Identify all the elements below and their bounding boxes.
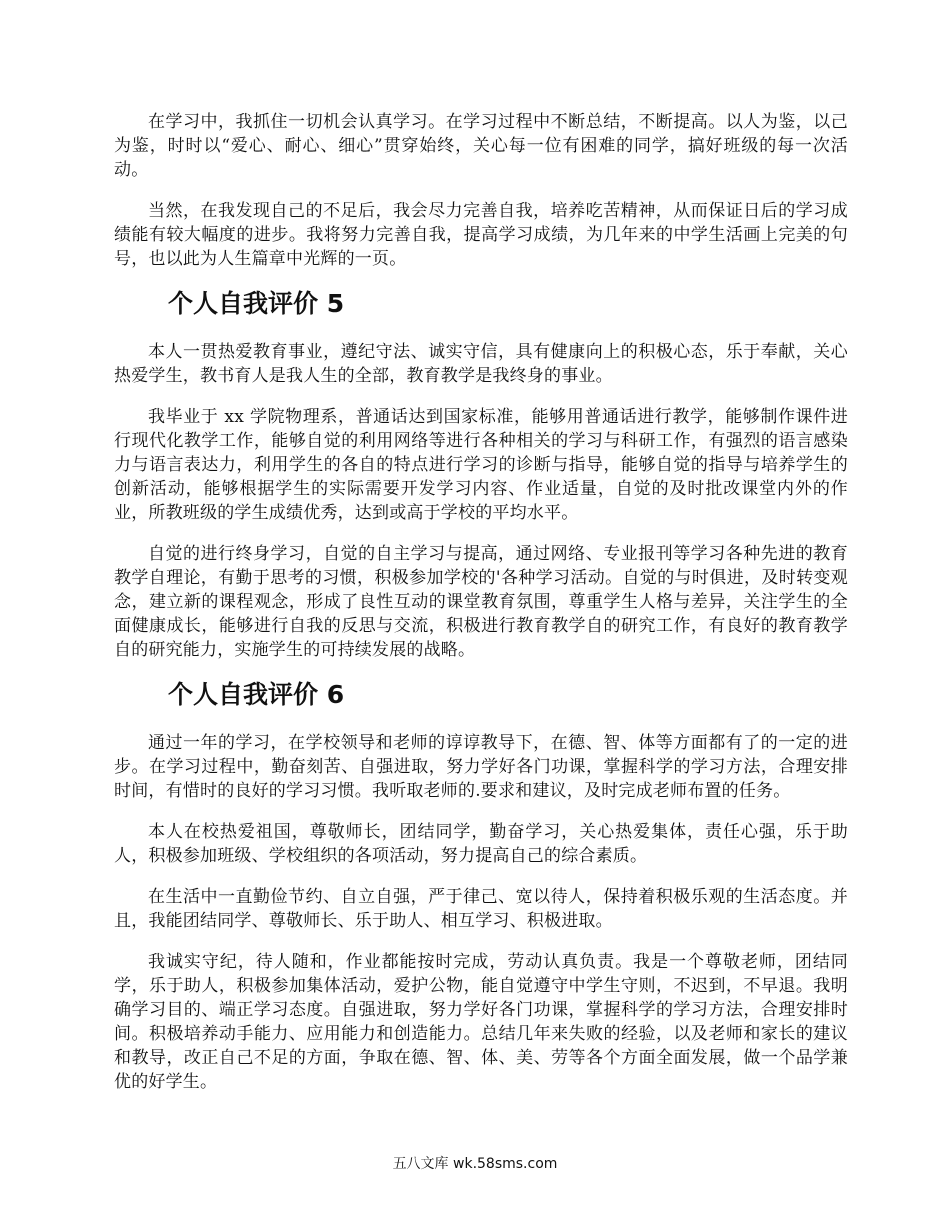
section-5-title: 个人自我评价 5 xyxy=(168,289,345,318)
section-6-paragraph-2: 本人在校热爱祖国，尊敬师长，团结同学，勤奋学习，关心热爱集体，责任心强，乐于助人，积极参加班级、学校组织的各项活动，努力提高自己的综合素质。 xyxy=(114,822,848,866)
section-6-paragraph-1: 通过一年的学习，在学校领导和老师的谆谆教导下，在德、智、体等方面都有了的一定的进步。在学习过程中，勤奋刻苦、自强进取，努力学好各门功课，掌握科学的学习方法，合理安排时间，有惜时的良好的学习习惯。我听取老师的.要求和建议，及时完成老师布置的任务。 xyxy=(114,733,848,801)
section-6-paragraph-4: 我诚实守纪，待人随和，作业都能按时完成，劳动认真负责。我是一个尊敬老师，团结同学，乐于助人，积极参加集体活动，爱护公物，能自觉遵守中学生守则，不迟到，不早退。我明确学习目的、端正学习态度。自强进取，努力学好各门功课，掌握科学的学习方法，合理安排时间。积极培养动手能力、应用能力和创造能力。总结几年来失败的经验，以及老师和家长的建议和教导，改正自己不足的方面，争取在德、智、体、美、劳等各个方面全面发展，做一个品学兼优的好学生。 xyxy=(114,952,848,1092)
page-footer: 五八文库 wk.58sms.com xyxy=(392,1156,558,1172)
section-6-title: 个人自我评价 6 xyxy=(168,680,345,709)
document-page xyxy=(114,110,848,1111)
section-6-paragraph-3: 在生活中一直勤俭节约、自立自强，严于律己、宽以待人，保持着积极乐观的生活态度。并且，我能团结同学、尊敬师长、乐于助人、相互学习、积极进取。 xyxy=(114,887,848,931)
section-5-paragraph-3: 自觉的进行终身学习，自觉的自主学习与提高，通过网络、专业报刊等学习各种先进的教育教学自理论，有勤于思考的习惯，积极参加学校的'各种学习活动。自觉的与时俱进，及时转变观念，建立新的课程观念，形成了良性互动的课堂教育氛围，尊重学生人格与差异，关注学生的全面健康成长，能够进行自我的反思与交流，积极进行教育教学自的研究工作，有良好的教育教学自的研究能力，实施学生的可持续发展的战略。 xyxy=(114,544,848,660)
paragraph-intro-1: 在学习中，我抓住一切机会认真学习。在学习过程中不断总结，不断提高。以人为鉴，以己为鉴，时时以“爱心、耐心、细心”贯穿始终，关心每一位有困难的同学，搞好班级的每一次活动。 xyxy=(114,112,848,180)
section-5-paragraph-1: 本人一贯热爱教育事业，遵纪守法、诚实守信，具有健康向上的积极心态，乐于奉献，关心热爱学生，教书育人是我人生的全部，教育教学是我终身的事业。 xyxy=(114,342,848,386)
paragraph-intro-2: 当然，在我发现自己的不足后，我会尽力完善自我，培养吃苦精神，从而保证日后的学习成绩能有较大幅度的进步。我将努力完善自我，提高学习成绩，为几年来的中学生活画上完美的句号，也以此为人生篇章中光辉的一页。 xyxy=(114,201,848,269)
section-5-paragraph-2: 我毕业于 xx 学院物理系，普通话达到国家标准，能够用普通话进行教学，能够制作课件进行现代化教学工作，能够自觉的利用网络等进行各种相关的学习与科研工作，有强烈的语言感染力与语言表达力，利用学生的各自的特点进行学习的诊断与指导，能够自觉的指导与培养学生的创新活动，能够根据学生的实际需要开发学习内容、作业适量，自觉的及时批改课堂内外的作业，所教班级的学生成绩优秀，达到或高于学校的平均水平。 xyxy=(114,407,848,523)
